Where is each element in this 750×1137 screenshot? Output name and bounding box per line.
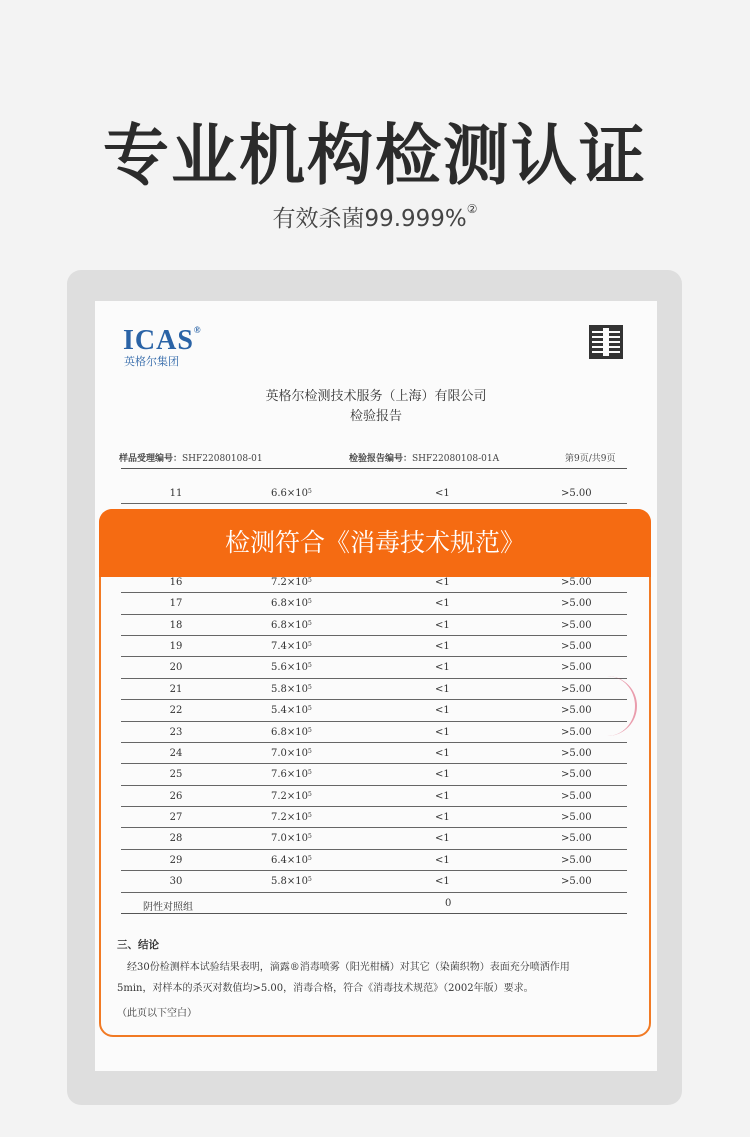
bacteria-count-exponent: 5 — [308, 619, 312, 627]
logo-subtitle: 英格尔集团 — [124, 355, 179, 368]
bacteria-count-base: 6.6×10 — [271, 488, 309, 499]
survival-count-cell: <1 — [435, 747, 450, 759]
page-subtitle — [0, 200, 750, 233]
page-title: 专业机构检测认证 — [103, 117, 647, 194]
bacteria-count-base: 7.2×10 — [271, 790, 309, 802]
bacteria-count-exponent: 5 — [308, 662, 312, 670]
bacteria-count-base: 6.8×10 — [271, 619, 309, 631]
bacteria-count-base: 7.4×10 — [271, 640, 309, 652]
sample-id-cell: 16 — [169, 576, 183, 588]
page-number: 第9页/共9页 — [565, 454, 616, 464]
kill-log-cell: >5.00 — [561, 640, 592, 652]
sample-number — [119, 451, 263, 464]
logo-text: ICAS — [123, 325, 194, 356]
bacteria-count-exponent: 5 — [308, 769, 312, 777]
bacteria-count-cell — [271, 488, 312, 499]
survival-count-cell: <1 — [435, 790, 450, 802]
subtitle-footnote-mark: ② — [466, 202, 478, 216]
kill-log-cell: >5.00 — [561, 812, 592, 824]
bacteria-count-exponent: 5 — [308, 705, 312, 713]
sample-id-cell: 26 — [169, 790, 183, 802]
survival-count-cell: <1 — [435, 854, 450, 866]
subtitle-text: 有效杀菌99.999% — [272, 206, 467, 232]
sample-id-cell: 23 — [169, 726, 183, 738]
company-name: 英格尔检测技术服务（上海）有限公司 — [265, 389, 487, 404]
report-number — [349, 451, 499, 464]
sample-id-cell: 18 — [169, 619, 183, 631]
kill-log-cell: >5.00 — [561, 598, 592, 610]
conclusion-line-2: 5min，对样本的杀灭对数值均>5.00，消毒合格，符合《消毒技术规范》（2002年版）要求。 — [117, 983, 534, 994]
kill-log-cell: >5.00 — [561, 576, 592, 588]
kill-log-cell: >5.00 — [561, 683, 592, 695]
survival-count-cell: <1 — [435, 769, 450, 781]
sample-id-cell: 29 — [169, 854, 183, 866]
bacteria-count-base: 6.4×10 — [271, 854, 309, 866]
survival-count-cell: <1 — [435, 576, 450, 588]
bacteria-count-base: 6.8×10 — [271, 726, 309, 738]
highlight-border — [99, 509, 651, 1037]
survival-count-cell: <1 — [435, 619, 450, 631]
kill-log-cell: >5.00 — [561, 854, 592, 866]
sample-id-cell: 27 — [169, 812, 183, 824]
bacteria-count-exponent: 5 — [308, 576, 312, 584]
survival-count-cell: <1 — [435, 662, 450, 674]
kill-log-cell: >5.00 — [561, 790, 592, 802]
report-title: 检验报告 — [349, 409, 402, 424]
sample-id-cell: 30 — [169, 876, 183, 888]
conclusion-heading: 三、结论 — [117, 939, 159, 951]
report-number-value: SHF22080108-01A — [412, 454, 500, 464]
survival-count-cell: <1 — [435, 598, 450, 610]
kill-log-cell: >5.00 — [561, 705, 592, 717]
sample-id-cell: 21 — [169, 683, 183, 695]
kill-log-cell: >5.00 — [561, 662, 592, 674]
kill-log-cell: >5.00 — [561, 619, 592, 631]
blank-below-note: （此页以下空白） — [117, 1008, 197, 1019]
bacteria-count-exponent: 5 — [308, 598, 312, 606]
sample-id-cell: 19 — [169, 640, 183, 652]
report-number-label: 检验报告编号： — [349, 454, 413, 464]
bacteria-count-exponent: 5 — [308, 640, 312, 648]
bacteria-count-base: 5.4×10 — [271, 705, 309, 717]
survival-count-cell: <1 — [435, 705, 450, 717]
negative-control-value: 0 — [445, 897, 452, 909]
table-row — [121, 483, 627, 504]
bacteria-count-exponent: 5 — [308, 876, 312, 884]
sample-number-value: SHF22080108-01 — [182, 454, 263, 464]
bacteria-count-base: 7.6×10 — [271, 769, 309, 781]
sample-id-cell: 22 — [169, 705, 183, 717]
conclusion-line-1: 经30份检测样本试验结果表明，滴露®消毒喷雾（阳光柑橘）对其它（染菌织物）表面充分喷洒作用 — [127, 962, 570, 973]
sample-id-cell: 24 — [169, 747, 183, 759]
bacteria-count-exponent: 5 — [308, 833, 312, 841]
sample-id-cell: 11 — [169, 488, 183, 499]
kill-log-cell: >5.00 — [561, 769, 592, 781]
bacteria-count-base: 7.0×10 — [271, 747, 309, 759]
qr-code-icon — [589, 325, 623, 359]
bacteria-count-exponent: 5 — [308, 747, 312, 755]
sample-id-cell: 25 — [169, 769, 183, 781]
bacteria-count-base: 7.2×10 — [271, 576, 309, 588]
logo-registered-mark: ® — [193, 325, 202, 335]
bacteria-count-exponent: 5 — [308, 683, 312, 691]
bacteria-count-exponent: 5 — [308, 790, 312, 798]
survival-count-cell: <1 — [435, 726, 450, 738]
sample-number-label: 样品受理编号： — [119, 454, 183, 464]
survival-count-cell: <1 — [435, 876, 450, 888]
survival-count-cell: <1 — [435, 488, 450, 499]
bacteria-count-base: 6.8×10 — [271, 598, 309, 610]
bacteria-count-base: 5.8×10 — [271, 683, 309, 695]
sample-id-cell: 20 — [169, 662, 183, 674]
bacteria-count-base: 7.0×10 — [271, 833, 309, 845]
survival-count-cell: <1 — [435, 640, 450, 652]
survival-count-cell: <1 — [435, 812, 450, 824]
header-rule — [121, 468, 627, 469]
survival-count-cell: <1 — [435, 833, 450, 845]
kill-log-cell: >5.00 — [561, 747, 592, 759]
kill-log-cell: >5.00 — [561, 833, 592, 845]
kill-log-cell: >5.00 — [561, 876, 592, 888]
sample-id-cell: 28 — [169, 833, 183, 845]
kill-log-cell: >5.00 — [561, 488, 592, 499]
bacteria-count-exponent: 5 — [308, 812, 312, 820]
compliance-banner: 检测符合《消毒技术规范》 — [99, 509, 651, 577]
survival-count-cell: <1 — [435, 683, 450, 695]
bacteria-count-exponent: 5 — [308, 726, 312, 734]
bacteria-count-base: 5.6×10 — [271, 662, 309, 674]
negative-control-label: 阴性对照组 — [143, 901, 193, 913]
bacteria-count-base: 7.2×10 — [271, 812, 309, 824]
bacteria-count-exponent: 5 — [308, 854, 312, 862]
bacteria-count-exponent: 5 — [308, 488, 312, 495]
bacteria-count-base: 5.8×10 — [271, 876, 309, 888]
sample-id-cell: 17 — [169, 598, 183, 610]
kill-log-cell: >5.00 — [561, 726, 592, 738]
